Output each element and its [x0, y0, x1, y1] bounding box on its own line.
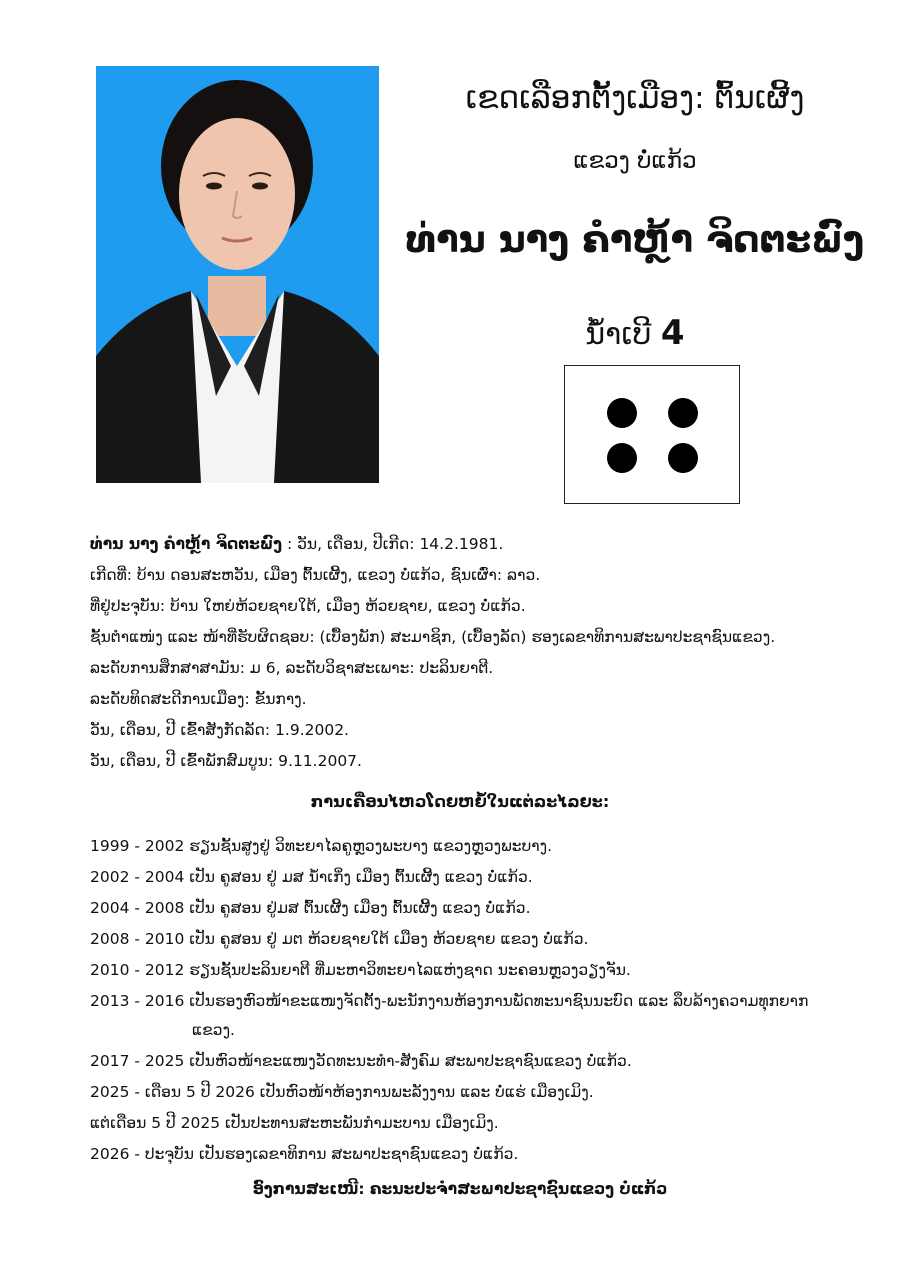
- history-item: 2008 - 2010 ເປັນ ຄູສອນ ຢູ່ ມຕ ຫ້ວຍຊາຍໃຕ້ ເມືອງ ຫ້ວຍຊາຍ ແຂວງ ບໍ່ແກ້ວ.: [90, 930, 589, 948]
- district-title: ເຂດເລືອກຕັ້ງເມືອງ: ຕົ້ນເຜີ້ງ: [465, 80, 805, 116]
- candidate-name: ທ່ານ ນາງ ຄໍາຫຼ້າ ຈິດຕະພົງ: [405, 218, 865, 261]
- history-item: 2010 - 2012 ຮຽນຊັ້ນປະລິນຍາຕີ ທີ່ມະຫາວິທະຍາໄລແຫ່ງຊາດ ນະຄອນຫຼວງວຽງຈັນ.: [90, 961, 631, 979]
- bio-name-dob: [90, 535, 870, 553]
- dice-dot: [668, 443, 698, 473]
- bio-join-party: ວັນ, ເດືອນ, ປີ ເຂົ້າພັກສົມບູນ: 9.11.2007.: [90, 752, 362, 770]
- dice-dot: [668, 398, 698, 428]
- bio-political: ລະດັບທິດສະດີການເມືອງ: ຂັ້ນກາງ.: [90, 690, 307, 708]
- history-item: 2025 - ເດືອນ 5 ປີ 2026 ເປັນຫົວໜ້າຫ້ອງການພະລັງງານ ແລະ ບໍ່ແຮ່ ເມືອງເມິງ.: [90, 1083, 594, 1101]
- province-title: ແຂວງ ບໍ່ແກ້ວ: [573, 148, 697, 174]
- number-label: ນໍ້າເບີ: [585, 317, 652, 352]
- dice-four-dots: [564, 365, 740, 504]
- history-item: 2004 - 2008 ເປັນ ຄູສອນ ຢູ່ມສ ຕົ້ນເຜີ້ງ ເມືອງ ຕົ້ນເຜີ້ງ ແຂວງ ບໍ່ແກ້ວ.: [90, 899, 531, 917]
- bio-join-org: ວັນ, ເດືອນ, ປີ ເຂົ້າສັງກັດລັດ: 1.9.2002.: [90, 721, 349, 739]
- bio-dob: : ວັນ, ເດືອນ, ປີເກີດ: 14.2.1981.: [282, 535, 504, 553]
- candidate-photo: [96, 66, 379, 483]
- proposing-body: ອົງການສະເໜີ: ຄະນະປະຈໍາສະພາປະຊາຊົນແຂວງ ບໍ່ແກ້ວ: [252, 1180, 668, 1198]
- history-item: 1999 - 2002 ຮຽນຊັ້ນສູງຢູ່ ວິທະຍາໄລຄູຫຼວງພະບາງ ແຂວງຫຼວງພະບາງ.: [90, 837, 553, 855]
- history-item: 2026 - ປະຈຸບັນ ເປັນຮອງເລຂາທິການ ສະພາປະຊາຊົນແຂວງ ບໍ່ແກ້ວ.: [90, 1145, 519, 1163]
- candidate-number: [400, 313, 870, 353]
- history-item: 2013 - 2016 ເປັນຮອງຫົວໜ້າຂະແໜງຈັດຕັ້ງ-ພະນັກງານຫ້ອງການພັດທະນາຊົນນະບົດ ແລະ ລຶບລ້າງຄວາມທຸກຍາກ: [90, 992, 809, 1010]
- dice-dot: [607, 443, 637, 473]
- bio-residence: ທີ່ຢູ່ປະຈຸບັນ: ບ້ານ ໃຫຍ່ຫ້ວຍຊາຍໃຕ້, ເມືອງ ຫ້ວຍຊາຍ, ແຂວງ ບໍ່ແກ້ວ.: [90, 597, 526, 615]
- number-value: 4: [660, 313, 685, 353]
- history-item-continued: ແຂວງ.: [192, 1021, 235, 1039]
- bio-education: ລະດັບການສຶກສາສາມັນ: ມ 6, ລະດັບວິຊາສະເພາະ: ປະລິນຍາຕີ.: [90, 659, 494, 677]
- history-list: [90, 832, 860, 1169]
- dice-dot: [607, 398, 637, 428]
- bio-birthplace: ເກີດທີ່: ບ້ານ ດອນສະຫວັນ, ເມືອງ ຕົ້ນເຜີ້ງ, ແຂວງ ບໍ່ແກ້ວ, ຊົນເຜົ່າ: ລາວ.: [90, 566, 541, 584]
- history-title: ການເຄື່ອນໄຫວໂດຍຫຍໍ້ໃນແຕ່ລະໄລຍະ:: [310, 792, 610, 811]
- bio-position: ຊັ້ນຕໍາແໜ່ງ ແລະ ໜ້າທີ່ຮັບຜິດຊອບ: (ເບື້ອງພັກ) ສະມາຊິກ, (ເບື້ອງລັດ) ຮອງເລຂາທິການສະພາປະຊາຊົນແຂວງ.: [90, 628, 776, 646]
- bio-name: ທ່ານ ນາງ ຄໍາຫຼ້າ ຈິດຕະພົງ: [90, 535, 283, 553]
- history-item: 2017 - 2025 ເປັນຫົວໜ້າຂະແໜງວັດທະນະທໍາ-ສັງຄົມ ສະພາປະຊາຊົນແຂວງ ບໍ່ແກ້ວ.: [90, 1052, 632, 1070]
- history-item: ແຕ່ເດືອນ 5 ປີ 2025 ເປັນປະທານສະຫະພັນກໍາມະບານ ເມືອງເມິງ.: [90, 1114, 499, 1132]
- history-item: 2002 - 2004 ເປັນ ຄູສອນ ຢູ່ ມສ ນໍ້າເກິ່ງ ເມືອງ ຕົ້ນເຜີ້ງ ແຂວງ ບໍ່ແກ້ວ.: [90, 868, 533, 886]
